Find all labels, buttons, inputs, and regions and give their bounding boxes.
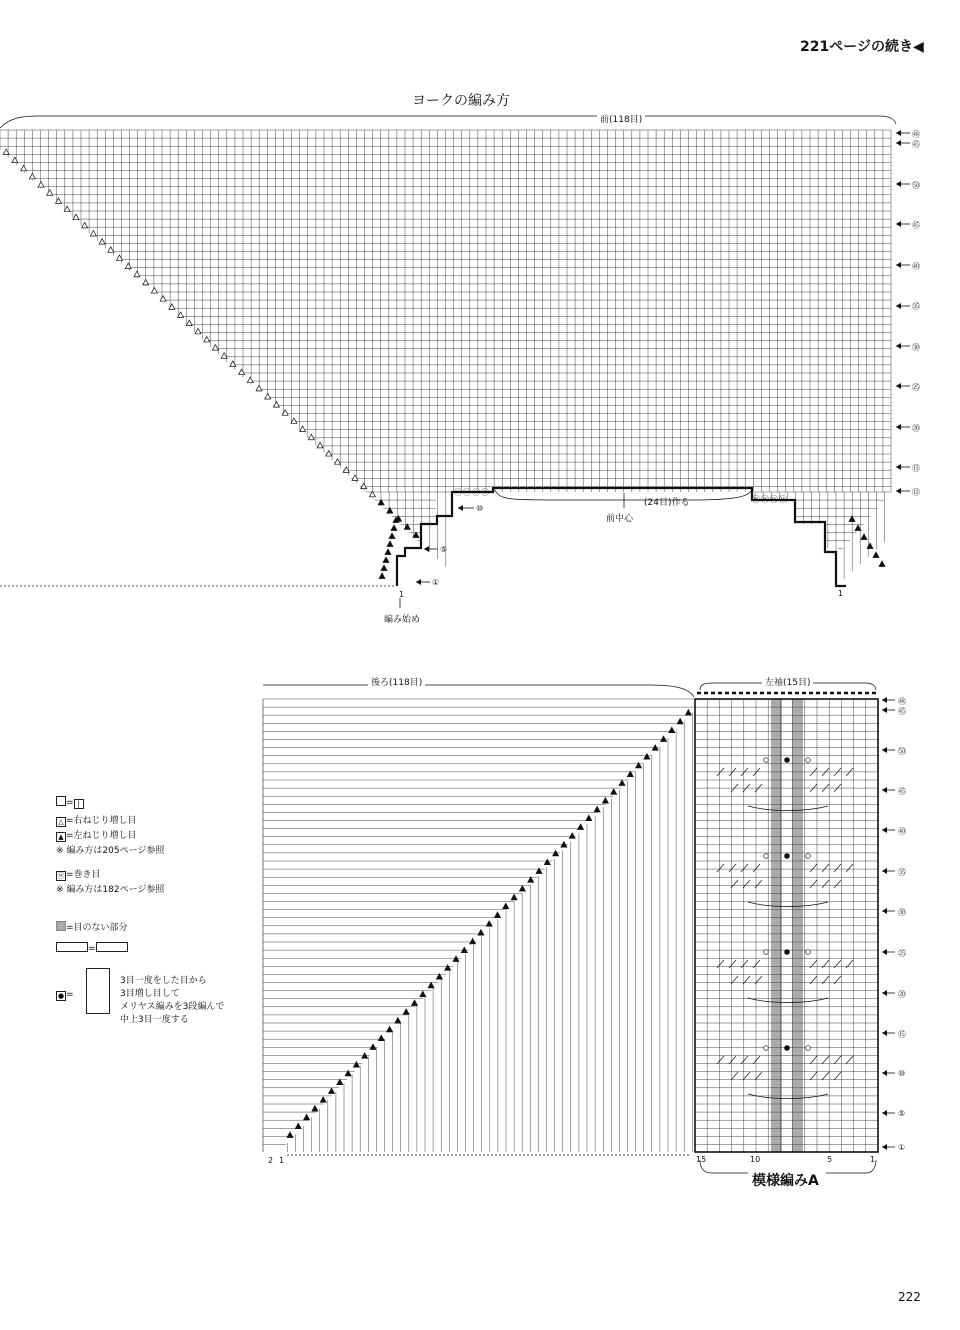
increase-mark [428, 982, 434, 988]
cable-stroke [846, 864, 853, 872]
right-increase-icon: △ [56, 817, 66, 827]
increase-mark [849, 516, 855, 522]
sleeve-row-label: ㉚ [898, 908, 906, 917]
yarn-over-mark [764, 758, 769, 763]
sleeve-row-arrow-head [882, 707, 887, 713]
increase-mark [337, 1079, 343, 1085]
cable-stroke [731, 1072, 738, 1080]
sleeve-row-label: ㉕ [898, 949, 906, 958]
decrease-arc [748, 1094, 828, 1099]
cable-stroke [810, 880, 817, 888]
pattern-bracket-left [700, 1160, 748, 1173]
increase-mark [38, 182, 44, 188]
row-arrow-head [896, 130, 901, 136]
increase-mark [326, 451, 332, 457]
increase-mark [186, 320, 192, 326]
increase-mark [370, 1044, 376, 1050]
row-arrow-head [896, 424, 901, 430]
legend-wrap-note: ※ 編み方は182ページ参照 [56, 885, 165, 895]
back-width-bracket [263, 685, 694, 697]
increase-mark [685, 710, 691, 716]
row-arrow-head [896, 221, 901, 227]
increase-mark [345, 1070, 351, 1076]
increase-mark [221, 353, 227, 359]
row-arrow-head [896, 488, 901, 494]
increase-mark [381, 565, 387, 571]
legend-right-increase: △ =右ねじり増し目 [56, 814, 137, 829]
increase-mark [143, 279, 149, 285]
yoke-row-label: ㉟ [912, 302, 920, 311]
cable-stroke [822, 960, 829, 968]
cable-stroke [834, 960, 841, 968]
page-number: 222 [898, 1290, 921, 1304]
sleeve-row-arrow-head [882, 990, 887, 996]
cable-stroke [753, 960, 760, 968]
cable-stroke [810, 1056, 817, 1064]
increase-mark [353, 1062, 359, 1068]
increase-mark [636, 762, 642, 768]
sleeve-row-arrow-head [882, 1030, 887, 1036]
cable-stroke [834, 1072, 841, 1080]
cable-stroke [846, 960, 853, 968]
legend-cable: = [56, 942, 128, 957]
yarn-over-mark [764, 950, 769, 955]
row-arrow-head [896, 464, 901, 470]
increase-mark [867, 543, 873, 549]
increase-mark [389, 533, 395, 539]
cable-stroke [717, 960, 724, 968]
increase-mark [160, 296, 166, 302]
bobble-desc-line: 3目一度をした目から [120, 976, 207, 986]
sleeve-row-label: ㉟ [898, 868, 906, 877]
sleeve-row-label: ㊵ [898, 827, 906, 836]
increase-mark [151, 288, 157, 294]
increase-mark [204, 336, 210, 342]
bobble-mark [784, 853, 790, 859]
sleeve-row-arrow-head [882, 697, 887, 703]
increase-mark [239, 369, 245, 375]
increase-mark [661, 736, 667, 742]
increase-mark [420, 991, 426, 997]
yoke-row-label: ㉕ [912, 383, 920, 392]
pattern-a-title: 模様編みA [752, 1173, 819, 1189]
row-arrow-head [424, 546, 429, 552]
cable-stroke [846, 1056, 853, 1064]
increase-mark [453, 956, 459, 962]
legend-bobble: ● = [57, 990, 74, 1000]
yoke-row-label: ㉚ [912, 343, 920, 352]
cable-stroke [822, 1072, 829, 1080]
sleeve-stitch-number: 10 [750, 1155, 761, 1164]
increase-mark [134, 271, 140, 277]
increase-mark [594, 806, 600, 812]
increase-mark [873, 552, 879, 558]
increase-mark [412, 1000, 418, 1006]
increase-mark [169, 304, 175, 310]
yarn-over-mark [764, 1046, 769, 1051]
knit-one-icon: | [74, 799, 84, 809]
increase-mark [300, 426, 306, 432]
increase-mark [282, 410, 288, 416]
increase-mark [312, 1106, 318, 1112]
increase-mark [90, 231, 96, 237]
increase-mark [544, 859, 550, 865]
increase-mark [108, 247, 114, 253]
increase-mark [528, 877, 534, 883]
bobble-icon: ● [57, 992, 65, 1000]
increase-mark [569, 833, 575, 839]
sleeve-stitch-number: 5 [827, 1155, 833, 1164]
increase-mark [82, 222, 88, 228]
yoke-row-label: ① [432, 578, 440, 587]
front-width-label: 前(118目) [597, 112, 645, 125]
cable-stroke [741, 1056, 748, 1064]
cable-stroke [822, 1056, 829, 1064]
yoke-row-label: ㊿ [912, 181, 920, 190]
front-center-label: 前中心 [606, 514, 634, 524]
yarn-over-mark [806, 854, 811, 859]
sleeve-row-label: ⑩ [898, 1069, 906, 1078]
cable-stroke [834, 976, 841, 984]
cable-stroke [822, 976, 829, 984]
cable-stroke [731, 880, 738, 888]
cable-stroke [753, 1056, 760, 1064]
sleeve-row-arrow-head [882, 1070, 887, 1076]
pattern-bracket-right [826, 1160, 876, 1173]
increase-mark [879, 561, 885, 567]
increase-mark [644, 754, 650, 760]
cable-stroke [717, 1056, 724, 1064]
increase-mark [470, 938, 476, 944]
sleeve-row-label: ⑮ [898, 1030, 906, 1039]
increase-mark [99, 239, 105, 245]
increase-mark [586, 815, 592, 821]
increase-mark [287, 1132, 293, 1138]
sleeve-row-arrow-head [882, 787, 887, 793]
increase-mark [486, 921, 492, 927]
cable-stroke [810, 1072, 817, 1080]
row-arrow-head [896, 343, 901, 349]
increase-mark [669, 727, 675, 733]
decrease-arc [748, 902, 828, 907]
yarn-over-mark [806, 950, 811, 955]
yarn-over-mark [764, 854, 769, 859]
row-arrow-head [896, 303, 901, 309]
row-arrow-head [896, 383, 901, 389]
sleeve-row-arrow-head [882, 827, 887, 833]
increase-mark [195, 328, 201, 334]
back-chart-grid [263, 685, 695, 1155]
increase-mark [561, 842, 567, 848]
bobble-mark [784, 757, 790, 763]
yoke-row-label: ⑫ [912, 488, 920, 497]
row-arrow-head [458, 505, 463, 511]
increase-mark [273, 402, 279, 408]
yoke-row-label: ⑳ [912, 424, 920, 433]
left-increase-icon: ▲ [56, 832, 66, 842]
increase-mark [295, 1123, 301, 1129]
page-header: 221ページの続き◀ [800, 39, 924, 55]
sleeve-row-label: ① [898, 1143, 906, 1152]
no-stitch-icon [56, 921, 66, 931]
cable-stroke [753, 864, 760, 872]
yarn-over-mark [806, 1046, 811, 1051]
increase-mark [387, 1026, 393, 1032]
increase-mark [378, 1035, 384, 1041]
increase-mark [247, 377, 253, 383]
cable-stroke [834, 1056, 841, 1064]
increase-mark [511, 894, 517, 900]
increase-mark [578, 824, 584, 830]
increase-mark [29, 173, 35, 179]
cable-stroke [729, 1056, 736, 1064]
increase-mark [403, 1009, 409, 1015]
increase-mark [352, 475, 358, 481]
sleeve-stitch-number: 1 [870, 1155, 876, 1164]
increase-mark [320, 1097, 326, 1103]
increase-mark [536, 868, 542, 874]
increase-mark [212, 345, 218, 351]
cable-stroke [810, 864, 817, 872]
increase-mark [387, 541, 393, 547]
increase-mark [73, 214, 79, 220]
increase-mark [308, 434, 314, 440]
front-width-bracket [0, 116, 896, 128]
back-width-label: 後ろ(118目) [368, 675, 425, 688]
knit-symbol-icon [56, 796, 66, 806]
increase-mark [21, 165, 27, 171]
sleeve-stitch-number: 15 [696, 1155, 707, 1164]
bobble-desc-line: 3目増し目して [120, 989, 180, 999]
cast-on-label: (24目)作る [644, 498, 690, 508]
cable-cross-icon [56, 942, 88, 952]
cable-stroke [729, 864, 736, 872]
yoke-row-label: ㊵ [912, 262, 920, 271]
cable-stroke [731, 976, 738, 984]
increase-mark [304, 1114, 310, 1120]
increase-mark [611, 789, 617, 795]
yoke-row-label: ⑮ [912, 464, 920, 473]
increase-mark [265, 394, 271, 400]
bobble-desc-line: メリヤス編みを3段編んで [120, 1002, 225, 1012]
sleeve-row-arrow-head [882, 1144, 887, 1150]
decrease-arc [748, 806, 828, 811]
row-arrow-head [896, 181, 901, 187]
yoke-chart-grid [0, 116, 910, 608]
cable-stroke [810, 960, 817, 968]
increase-mark [317, 442, 323, 448]
cable-stroke [834, 864, 841, 872]
increase-mark [395, 1018, 401, 1024]
legend-increase-note: ※ 編み方は205ページ参照 [56, 846, 165, 856]
back-stitch-number: 2 [268, 1156, 274, 1165]
cable-stroke [741, 960, 748, 968]
cable-stroke [741, 864, 748, 872]
increase-mark [47, 190, 53, 196]
right-stitch-number: 1 [838, 589, 844, 598]
legend-left-increase: ▲ =左ねじり増し目 [56, 829, 137, 844]
legend-wrap: ⓦ =巻き目 [57, 870, 101, 880]
bobble-mark [784, 949, 790, 955]
sleeve-row-label: ⑳ [898, 990, 906, 999]
increase-mark [391, 525, 397, 531]
yoke-row-label: ㊺ [912, 221, 920, 230]
cable-stroke [822, 880, 829, 888]
increase-mark [329, 1088, 335, 1094]
increase-mark [125, 263, 131, 269]
increase-mark [445, 965, 451, 971]
sleeve-row-arrow-head [882, 949, 887, 955]
increase-mark [379, 573, 385, 579]
cable-stroke [834, 880, 841, 888]
start-stitch-number: 1 [399, 590, 405, 599]
back-stitch-number: 1 [279, 1156, 285, 1165]
sleeve-row-arrow-head [882, 747, 887, 753]
increase-mark [478, 930, 484, 936]
increase-mark [503, 903, 509, 909]
start-label: 編み始め [384, 615, 421, 625]
yoke-row-label: ㊽ [912, 130, 920, 139]
sleeve-row-label: ㊺ [898, 707, 906, 716]
sleeve-row-arrow-head [882, 868, 887, 874]
yoke-title: ヨークの編み方 [412, 93, 510, 109]
increase-mark [619, 780, 625, 786]
sleeve-row-label: ㊽ [898, 697, 906, 706]
sleeve-width-label: 左袖(15目) [762, 675, 813, 688]
row-arrow-head [896, 140, 901, 146]
sleeve-row-arrow-head [882, 1110, 887, 1116]
bobble-desc-line: 中上3目一度する [120, 1015, 189, 1025]
yoke-row-label: ㊺ [912, 140, 920, 149]
increase-mark [519, 886, 525, 892]
yoke-row-label: ⑤ [440, 545, 448, 554]
cable-cross-alt-icon [96, 942, 128, 952]
wrap-stitch-marks-left: ⓦⓦⓦⓦ [454, 488, 490, 497]
yoke-row-label: ⑩ [476, 504, 484, 513]
increase-mark [55, 198, 61, 204]
increase-mark [861, 534, 867, 540]
increase-mark [495, 912, 501, 918]
increase-mark [361, 483, 367, 489]
increase-mark [256, 385, 262, 391]
no-stitch-column [792, 699, 803, 1152]
cable-stroke [822, 864, 829, 872]
legend-knit: = | [56, 796, 84, 811]
legend-no-stitch: =目のない部分 [56, 921, 128, 936]
sleeve-row-label: ㊺ [898, 787, 906, 796]
wrap-stitch-marks-right: ⓦⓦⓦⓦ [752, 495, 788, 504]
sleeve-outline [695, 699, 878, 1152]
cable-stroke [729, 960, 736, 968]
increase-mark [335, 459, 341, 465]
sleeve-chart-grid [695, 683, 895, 1173]
increase-mark [64, 206, 70, 212]
wrap-stitch-icon: ⓦ [57, 872, 65, 880]
yarn-over-mark [806, 758, 811, 763]
increase-mark [383, 557, 389, 563]
increase-mark [677, 718, 683, 724]
increase-mark [602, 798, 608, 804]
bobble-diagram-icon [86, 968, 110, 1020]
increase-mark [12, 157, 18, 163]
cable-stroke [810, 976, 817, 984]
bobble-mark [784, 1045, 790, 1051]
increase-mark [385, 549, 391, 555]
sleeve-row-arrow-head [882, 908, 887, 914]
cable-stroke [717, 864, 724, 872]
increase-mark [413, 532, 419, 538]
row-arrow-head [416, 579, 421, 585]
sleeve-row-label: ⑤ [898, 1109, 906, 1118]
sleeve-row-label: ㊿ [898, 747, 906, 756]
row-arrow-head [896, 262, 901, 268]
